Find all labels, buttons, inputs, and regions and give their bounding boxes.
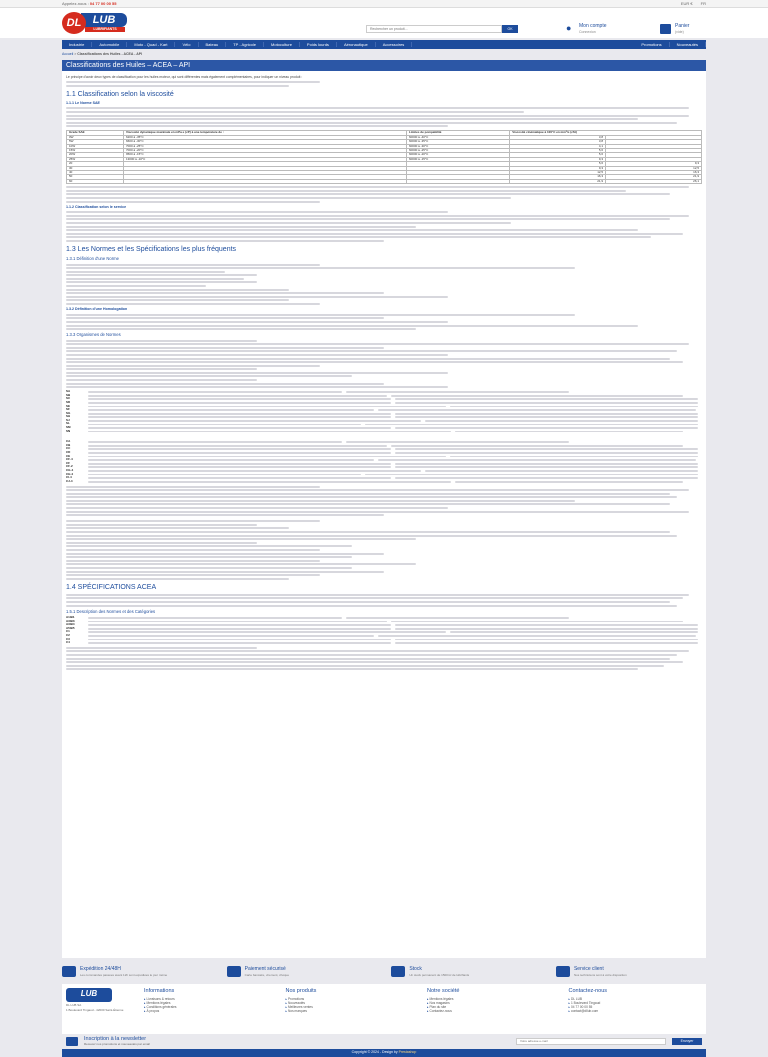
text-placeholder — [346, 391, 569, 393]
cart-icon — [660, 24, 671, 34]
phone-number[interactable]: 04 77 00 00 55 — [89, 0, 117, 6]
feature-desc: Nos techniciens sont à votre disposition — [573, 972, 627, 977]
code-label: CF — [66, 460, 70, 465]
text-placeholder — [88, 642, 391, 644]
text-placeholder — [425, 420, 698, 422]
text-placeholder — [88, 470, 421, 472]
text-placeholder — [450, 456, 698, 458]
text-placeholder — [378, 409, 696, 411]
text-placeholder — [425, 470, 698, 472]
copyright-link[interactable]: Prestashop — [398, 1050, 417, 1055]
code-label: A3/B3 — [66, 618, 75, 623]
newsletter-title: Inscription à la newsletter — [84, 1035, 147, 1042]
search-bar — [366, 25, 518, 33]
footer-link[interactable]: ▸ Mentions légales — [144, 1001, 278, 1005]
footer-link[interactable]: ▸ Livraisons & retours — [144, 997, 278, 1001]
feature-desc: Les commandes passées avant 12h sont expédiées le jour même — [80, 972, 168, 977]
text-placeholder — [88, 420, 421, 422]
currency-selector[interactable]: EUR € — [680, 0, 693, 6]
text-placeholder — [450, 406, 698, 408]
code-label: SM — [66, 425, 71, 430]
nav-item-accessoires[interactable]: Accessoires — [376, 42, 413, 47]
list-item — [66, 430, 702, 434]
text-placeholder — [395, 624, 698, 626]
footer-company: DL LUB SA — [66, 1002, 82, 1007]
code-label: CA — [66, 439, 71, 444]
code-label: SF — [66, 407, 70, 412]
api-gasoline-table — [66, 390, 702, 433]
text-placeholder — [88, 391, 342, 393]
code-label: A5/B5 — [66, 625, 75, 630]
text-placeholder — [88, 621, 387, 623]
user-icon: ● — [566, 23, 572, 34]
table-cell: 7000 à -20°C — [123, 148, 406, 152]
table-cell: 5W — [67, 140, 124, 144]
features-strip — [62, 961, 706, 984]
text-placeholder — [88, 477, 391, 479]
feature-title: Paiement sécurisé — [244, 966, 286, 973]
footer-text: ▸ 1 Boulevard Tingaud — [569, 1001, 703, 1005]
table-cell: 5,6 — [510, 148, 606, 152]
text-placeholder — [88, 639, 391, 641]
text-block — [66, 594, 702, 607]
card-icon — [227, 966, 241, 977]
footer-col-societe — [427, 988, 561, 1030]
table-cell: 9,3 — [510, 166, 606, 170]
footer-link[interactable]: ▸ Meilleures ventes — [286, 1005, 420, 1009]
table-cell: 13000 à -10°C — [123, 157, 406, 161]
text-placeholder — [88, 416, 391, 418]
subsection-heading: 1.5.1 Description des Normes et des Catégories — [66, 608, 156, 614]
text-placeholder — [88, 413, 391, 415]
code-label: C1 — [66, 629, 70, 634]
table-cell: 21,9 — [510, 179, 606, 183]
text-placeholder — [395, 413, 698, 415]
text-placeholder — [395, 416, 698, 418]
text-placeholder — [395, 642, 698, 644]
feature-stock — [391, 966, 541, 977]
table-cell: 12,5 — [606, 166, 702, 170]
code-label: CE — [66, 453, 71, 458]
table-cell: 10W — [67, 144, 124, 148]
feature-shipping — [62, 966, 212, 977]
nav-item-motoculture[interactable]: Motoculture — [264, 42, 300, 47]
section-heading: 1.4 SPÉCIFICATIONS ACEA — [66, 583, 157, 591]
footer-link[interactable]: ▸ Plan du site — [427, 1005, 561, 1009]
table-cell: 60000 à -15°C — [406, 157, 509, 161]
site-footer — [62, 984, 706, 1034]
text-block — [66, 486, 702, 517]
copyright-bar — [62, 1049, 706, 1057]
text-placeholder — [365, 424, 698, 426]
footer-link[interactable]: ▸ À propos — [144, 1009, 278, 1013]
table-header: Grade SAE — [67, 131, 124, 135]
text-placeholder — [88, 441, 342, 443]
viscosity-table — [66, 130, 702, 184]
footer-col-informations — [144, 988, 278, 1030]
list-item — [66, 480, 702, 484]
code-label: CF-4 — [66, 457, 73, 462]
table-cell: 60000 à -40°C — [406, 135, 509, 139]
code-label: C2 — [66, 632, 70, 637]
table-cell: 60000 à -20°C — [406, 153, 509, 157]
list-item — [66, 641, 702, 645]
table-cell: 12,5 — [510, 170, 606, 174]
table-cell: 25W — [67, 157, 124, 161]
table-row — [67, 179, 702, 183]
feature-title: Service client — [573, 966, 604, 973]
feature-desc: Un stock permanent de 1500m² de lubrifiants — [409, 972, 470, 977]
code-label: CF-2 — [66, 464, 73, 469]
nav-item-bateau[interactable]: Bateau — [199, 42, 227, 47]
footer-phone[interactable]: ▸ 04 77 00 00 55 — [569, 1005, 703, 1009]
table-cell: 6600 à -30°C — [123, 140, 406, 144]
text-block — [66, 647, 702, 671]
headset-icon — [556, 966, 570, 977]
text-placeholder — [88, 635, 374, 637]
code-label: CC — [66, 446, 71, 451]
table-cell: 16,3 — [606, 170, 702, 174]
footer-brand — [66, 988, 136, 1030]
code-label: SN — [66, 428, 71, 433]
footer-col-title: Nos produits — [285, 987, 317, 994]
text-placeholder — [88, 466, 391, 468]
table-cell: 15W — [67, 148, 124, 152]
table-cell: 5,6 — [510, 162, 606, 166]
text-placeholder — [450, 631, 698, 633]
text-placeholder — [395, 466, 698, 468]
feature-title: Expédition 24/48H — [80, 966, 121, 973]
section-heading: 1.3 Les Normes et les Spécifications les plus fréquents — [66, 245, 237, 253]
code-label: CB — [66, 442, 71, 447]
code-label: SG — [66, 410, 71, 415]
text-placeholder — [391, 395, 684, 397]
text-placeholder — [88, 402, 391, 404]
table-cell: 9500 à -15°C — [123, 153, 406, 157]
cart-sub: (vide) — [675, 29, 684, 34]
site-header — [0, 8, 768, 38]
breadcrumb-home[interactable]: Accueil — [62, 52, 74, 56]
text-placeholder — [88, 409, 374, 411]
subsection-heading: 1.3.1 Définition d'une Norme — [66, 256, 119, 262]
text-placeholder — [395, 402, 698, 404]
text-block — [66, 264, 702, 306]
site-logo[interactable] — [62, 11, 128, 35]
feature-title: Stock — [409, 966, 422, 973]
text-placeholder — [455, 431, 684, 433]
table-cell: 7000 à -25°C — [123, 144, 406, 148]
code-label: SC — [66, 396, 71, 401]
table-cell: 16,3 — [510, 175, 606, 179]
text-placeholder — [88, 452, 391, 454]
text-placeholder — [395, 463, 698, 465]
text-placeholder — [346, 441, 569, 443]
breadcrumb: Accueil > Classifications des Huiles - ACEA - API — [62, 52, 143, 56]
text-placeholder — [88, 431, 451, 433]
table-cell: 3,8 — [510, 140, 606, 144]
nav-item-velo[interactable]: Vélo — [175, 42, 198, 47]
footer-col-title: Informations — [144, 987, 175, 994]
code-label: CH-4 — [66, 471, 74, 476]
table-cell: 9,3 — [510, 157, 606, 161]
table-cell: 20 — [67, 162, 124, 166]
text-block — [66, 520, 702, 580]
box-icon — [391, 966, 405, 977]
feature-payment — [227, 966, 377, 977]
footer-col-produits — [286, 988, 420, 1030]
text-placeholder — [455, 481, 684, 483]
mail-icon — [66, 1037, 78, 1046]
table-cell — [406, 179, 509, 183]
table-cell: 60000 à -30°C — [406, 144, 509, 148]
footer-link[interactable]: ▸ Nouveautés — [286, 1001, 420, 1005]
table-header: Viscosité cinématique à 100°C en mm²/s (cSt) — [510, 131, 702, 135]
feature-desc: Carte bancaire, virement, chèque — [244, 972, 290, 977]
footer-link[interactable]: ▸ Contactez-nous — [427, 1009, 561, 1013]
footer-address: 1 Boulevard Tingaud - 42000 Saint-Étienne — [66, 1008, 124, 1013]
account-sub: Connexion — [579, 29, 596, 34]
text-block — [66, 81, 702, 87]
table-cell: 60000 à -25°C — [406, 148, 509, 152]
acea-table — [66, 616, 702, 645]
account-link[interactable] — [566, 23, 607, 34]
nav-item-promotions[interactable]: Promotions — [634, 42, 669, 47]
text-block — [66, 314, 702, 330]
text-placeholder — [88, 406, 446, 408]
newsletter-bar — [62, 1034, 706, 1049]
nav-item-moto[interactable]: Moto - Quad - Kart — [127, 42, 175, 47]
code-label: SE — [66, 403, 71, 408]
newsletter-desc: Recevez nos promotions et nouveautés par email — [84, 1041, 150, 1046]
logo-sub: LUBRIFIANTS — [85, 27, 125, 32]
subsection-heading: 1.3.2 Définition d'une Homologation — [66, 307, 128, 312]
text-placeholder — [88, 456, 446, 458]
footer-col-title: Notre société — [427, 987, 460, 994]
nav-item-tp-agricole[interactable]: TP - Agricole — [226, 42, 264, 47]
table-cell: 30 — [67, 166, 124, 170]
feature-service — [556, 966, 706, 977]
footer-link[interactable]: ▸ Nos marques — [286, 1009, 420, 1013]
footer-link[interactable]: ▸ Promotions — [286, 997, 420, 1001]
cart-link[interactable] — [660, 23, 689, 34]
footer-link[interactable]: ▸ Nos magasins — [427, 1001, 561, 1005]
newsletter-submit-button[interactable]: Envoyer — [672, 1038, 702, 1045]
footer-logo[interactable]: LUB — [66, 988, 112, 1002]
page-title: Classifications des Huiles – ACEA – API — [62, 60, 706, 71]
logo-ring: DL — [62, 12, 86, 34]
text-placeholder — [391, 621, 684, 623]
table-cell: 60 — [67, 179, 124, 183]
table-cell: 6200 à -35°C — [123, 135, 406, 139]
cart-title: Panier — [675, 23, 690, 29]
text-placeholder — [88, 631, 446, 633]
phone-label: Appelez-nous : — [62, 0, 89, 6]
copyright-text: Copyright © 2024 - Design by — [351, 1050, 398, 1055]
language-selector[interactable]: FR — [700, 0, 706, 6]
text-placeholder — [395, 628, 698, 630]
text-placeholder — [88, 617, 342, 619]
code-label: CG-4 — [66, 468, 74, 472]
search-button[interactable]: OK — [502, 25, 518, 33]
text-placeholder — [395, 427, 698, 429]
nav-item-aeronautique[interactable]: Aéronautique — [337, 42, 376, 47]
nav-item-automobile[interactable]: Automobile — [92, 42, 127, 47]
table-header: Viscosité dynamique maximale en mPa.s (cP) à une température de : — [123, 131, 406, 135]
intro-text: Le principe d'avoir deux types de classification pour les huiles moteur, qui sont différentes mais également complémentaires, pour indiquer un niveau produit : — [66, 74, 303, 79]
text-placeholder — [88, 459, 374, 461]
logo-word: LUB — [81, 13, 127, 27]
footer-link[interactable]: ▸ Conditions générales — [144, 1005, 278, 1009]
text-placeholder — [88, 395, 387, 397]
account-title: Mon compte — [579, 23, 607, 29]
phone-info — [62, 1, 117, 6]
footer-text: ▸ DL LUB — [569, 997, 703, 1001]
text-placeholder — [395, 448, 698, 450]
text-placeholder — [378, 635, 696, 637]
main-nav — [62, 40, 706, 49]
table-cell: 21,9 — [606, 175, 702, 179]
newsletter-email-input[interactable] — [516, 1038, 666, 1045]
text-placeholder — [88, 424, 361, 426]
footer-col-contact — [569, 988, 703, 1030]
section-heading: 1.1 Classification selon la viscosité — [66, 90, 174, 98]
breadcrumb-current: Classifications des Huiles - ACEA - API — [77, 52, 143, 56]
footer-link[interactable]: ▸ Mentions légales — [427, 997, 561, 1001]
code-label: CD — [66, 450, 71, 455]
footer-col-title: Contactez-nous — [568, 987, 608, 994]
table-cell: 5,6 — [510, 153, 606, 157]
text-placeholder — [346, 617, 569, 619]
table-cell: 26,1 — [606, 179, 702, 183]
text-block — [66, 211, 702, 242]
text-placeholder — [88, 445, 387, 447]
table-cell — [123, 179, 406, 183]
code-label: SJ — [66, 417, 70, 422]
code-label: SB — [66, 392, 71, 397]
table-cell: 20W — [67, 153, 124, 157]
text-block — [66, 107, 702, 127]
table-cell: 60000 à -35°C — [406, 140, 509, 144]
article-content — [62, 60, 706, 958]
nav-item-poids-lourds[interactable]: Poids lourds — [300, 42, 337, 47]
code-label: A1/B1 — [66, 614, 75, 619]
truck-icon — [62, 966, 76, 977]
text-placeholder — [88, 463, 391, 465]
text-placeholder — [88, 398, 391, 400]
text-placeholder — [88, 481, 451, 483]
text-placeholder — [378, 459, 696, 461]
subsection-heading: 1.1.2 Classification selon le service — [66, 204, 127, 209]
code-label: C4 — [66, 640, 70, 645]
table-cell: 9,3 — [606, 162, 702, 166]
code-label: CI-4 — [66, 475, 72, 480]
text-placeholder — [395, 639, 698, 641]
table-cell: 50 — [67, 175, 124, 179]
text-placeholder — [391, 445, 684, 447]
text-block — [66, 340, 702, 389]
table-cell: 0W — [67, 135, 124, 139]
api-diesel-table — [66, 440, 702, 483]
search-input[interactable] — [366, 25, 502, 33]
text-placeholder — [88, 427, 391, 429]
text-placeholder — [88, 624, 391, 626]
text-placeholder — [365, 474, 698, 476]
subsection-heading: 1.1.1 Le Norme SAE — [66, 100, 100, 105]
code-label: SH — [66, 414, 71, 419]
text-placeholder — [88, 474, 361, 476]
code-label: A3/B4 — [66, 622, 75, 627]
table-cell: 3,8 — [510, 135, 606, 139]
code-label: SA — [66, 389, 71, 394]
code-label: CJ-4 — [66, 478, 73, 483]
footer-email[interactable]: ▸ contact@dllub.com — [569, 1009, 703, 1013]
text-placeholder — [395, 398, 698, 400]
table-header: Limites de pompabilité — [406, 131, 509, 135]
nav-item-nouveautes[interactable]: Nouveautés — [670, 42, 706, 47]
code-label: SL — [66, 421, 70, 426]
text-placeholder — [395, 477, 698, 479]
subsection-heading: 1.3.3 Organismes de Normes — [66, 332, 121, 338]
top-bar — [0, 0, 768, 8]
text-placeholder — [88, 628, 391, 630]
nav-item-industrie[interactable]: Industrie — [62, 42, 92, 47]
text-placeholder — [395, 452, 698, 454]
code-label: C3 — [66, 636, 70, 641]
text-block — [66, 186, 702, 202]
table-cell: 40 — [67, 170, 124, 174]
text-placeholder — [88, 448, 391, 450]
code-label: SD — [66, 399, 71, 404]
table-cell: 4,1 — [510, 144, 606, 148]
